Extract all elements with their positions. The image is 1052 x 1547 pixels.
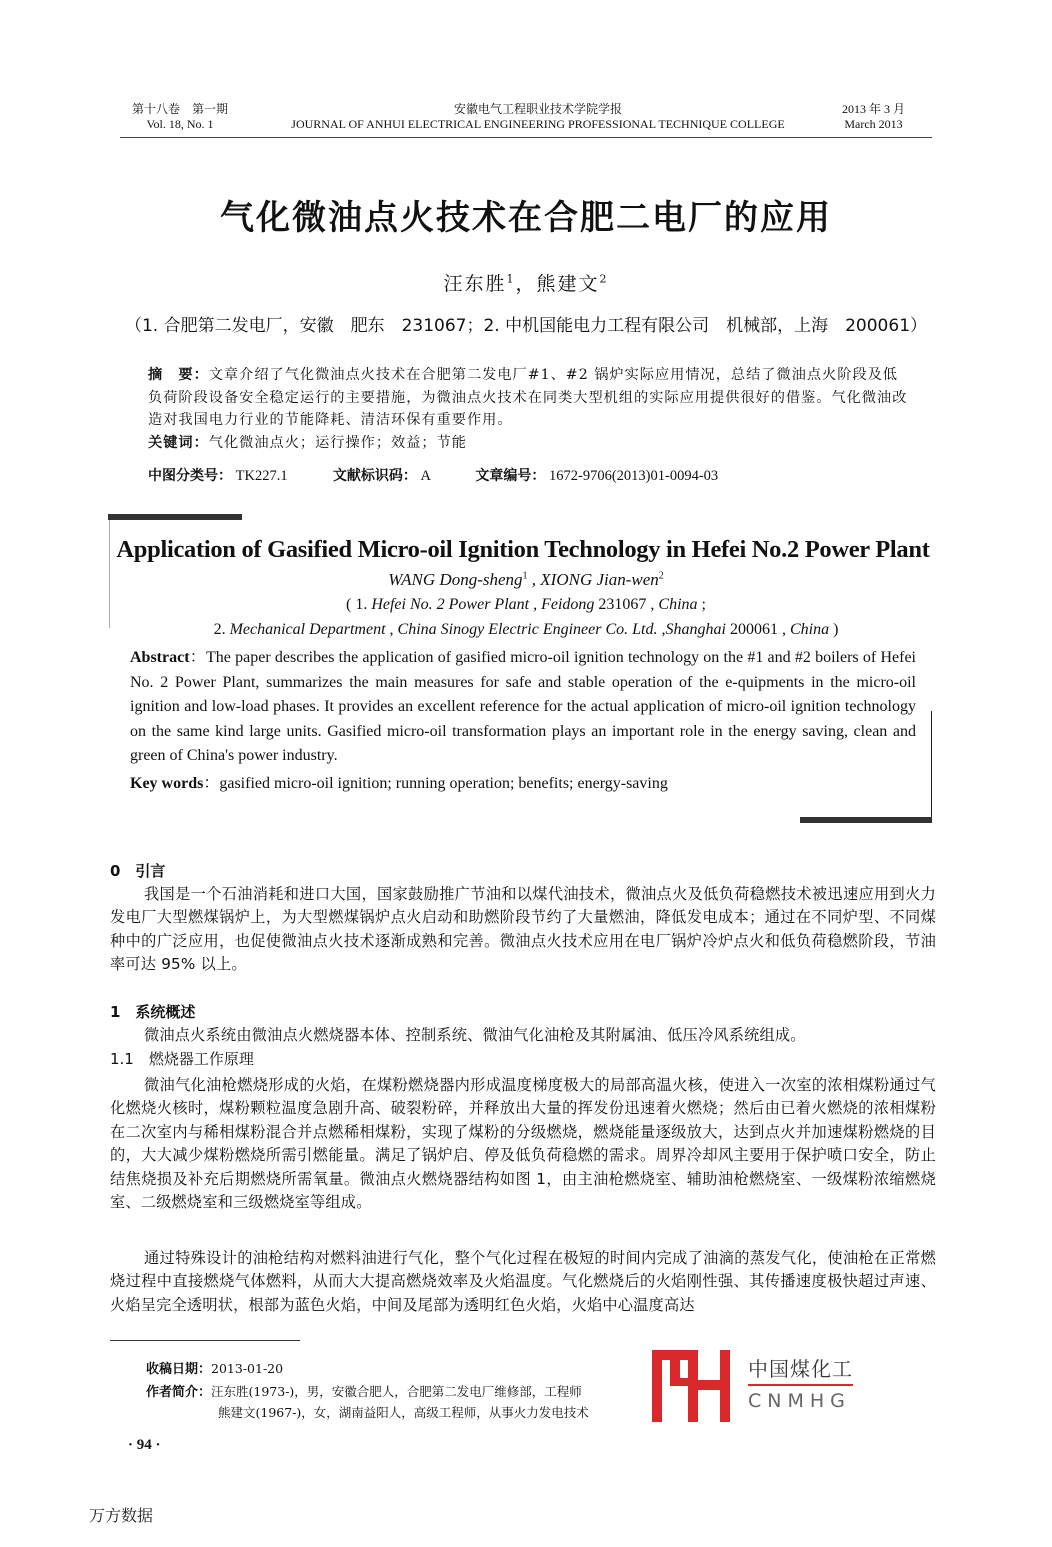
author-separator: ， [515,273,537,295]
clc-label: 中图分类号： [148,468,232,484]
keywords-en-colon: ： [203,775,220,792]
footnote-received [146,1358,283,1380]
authors-zh [0,269,1052,296]
author-zh-1: 汪东胜 [443,273,507,295]
footnote-divider [110,1340,300,1341]
bio-label: 作者简介： [146,1385,212,1400]
affil-en-2-dept: Mechanical Department [229,621,386,638]
affil-en-1-org: Hefei No. 2 Power Plant [371,596,530,613]
keywords-en-text: gasified micro-oil ignition; running operation; benefits; energy-saving [219,775,668,792]
header-date [842,102,905,132]
article-no-label: 文章编号： [475,468,546,484]
header-volume-en: Vol. 18, No. 1 [146,117,214,131]
header-volume-zh: 第十八卷 第一期 [132,102,229,116]
box-right-line [931,711,932,821]
affiliation-en-1 [0,596,1052,614]
classification-line [148,465,928,485]
paper-title-zh: 气化微油点火技术在合肥二电厂的应用 [220,198,832,238]
author-zh-2-sup: 2 [599,272,609,286]
watermark-name-en: CNMHG [748,1390,851,1412]
affiliation-zh: （1. 合肥第二发电厂，安徽 肥东 231067；2. 中机国能电力工程有限公司 机械部，上海 200061） [124,316,928,336]
header-journal-zh: 安徽电气工程职业技术学院学报 [453,102,622,116]
affil-en-1-country: China [658,596,698,613]
affil-en-2-sep2: , [657,621,666,638]
clc-value: TK227.1 [235,468,288,484]
abstract-en [130,646,916,769]
abstract-zh [148,364,908,454]
affil-en-2-zip: 200061 , [725,621,790,638]
affil-en-1-zip: 231067 , [594,596,659,613]
affil-en-1-end: ; [697,596,706,613]
affil-en-2-city: Shanghai [665,621,726,638]
bio-author-1: 汪东胜(1973-)，男，安徽合肥人，合肥第二发电厂维修部，工程师 [211,1384,582,1399]
section-1-1-paragraph-2: 通过特殊设计的油枪结构对燃料油进行气化，整个气化过程在极短的时间内完成了油滴的蒸发气化，使油枪在正常燃烧过程中直接燃烧气体燃料，从而大大提高燃烧效率及火焰温度。气化燃烧后的火焰刚性强、其传播速度极快超过声速、火焰呈完全透明状，根部为蓝色火焰，中间及尾部为透明红色火焰，火焰中心温度高达 [110,1249,936,1314]
doc-code-label: 文献标识码： [332,468,417,484]
author-zh-1-sup: 1 [506,272,516,286]
affil-en-2-org: China Sinogy Electric Engineer Co. Ltd. [397,621,658,638]
abstract-en-label: Abstract [130,649,190,666]
header-journal [258,102,818,132]
abstract-zh-label: 摘 要： [148,367,209,383]
header-divider [120,137,932,138]
affil-en-1-sep: , [529,596,542,613]
header-date-en: March 2013 [844,117,903,131]
author-en-1: WANG Dong-sheng [388,570,523,589]
section-0-paragraph: 我国是一个石油消耗和进口大国，国家鼓励推广节油和以煤代油技术，微油点火及低负荷稳燃技术被迅速应用到火力发电厂大型燃煤锅炉上，为大型燃煤锅炉点火启动和助燃阶段节约了大量燃油，降低发电成本；通过在不同炉型、不同煤种中的广泛应用，也促使微油点火技术逐渐成熟和完善。微油点火技术应用在电厂锅炉冷炉点火和低负荷稳燃阶段，节油率可达 95% 以上。 [110,885,936,974]
bio-author-2: 熊建文(1967-)，女，湖南益阳人，高级工程师，从事火力发电技术 [218,1405,589,1420]
abstract-en-colon: ： [189,649,207,666]
section-1-paragraph: 微油点火系统由微油点火燃烧器本体、控制系统、微油气化油枪及其附属油、低压冷风系统组成。 [144,1026,806,1044]
affil-en-1-prefix: ( 1. [346,596,372,613]
cnmhg-logo-icon [652,1350,732,1422]
paper-title-en: Application of Gasified Micro-oil Ignition Technology in Hefei No.2 Power Plant [116,536,930,563]
affil-en-2-end: ) [829,621,839,638]
section-1-1-heading: 1.1 燃烧器工作原理 [110,1050,254,1068]
author-zh-2: 熊建文 [536,273,600,295]
section-1-heading: 1 系统概述 [110,1003,196,1021]
keywords-zh-label: 关键词： [148,434,209,451]
watermark-logo [652,1350,864,1422]
section-1-1-paragraph-1: 微油气化油枪燃烧形成的火焰，在煤粉燃烧器内形成温度梯度极大的局部高温火核，使进入一次室的浓相煤粉通过气化燃烧火核时，煤粉颗粒温度急剧升高、破裂粉碎，并释放出大量的挥发份迅速着火燃烧；然后由已着火燃烧的浓相煤粉在二次室内与稀相煤粉混合并点燃稀相煤粉，实现了煤粉的分级燃烧，燃烧能量逐级放大，达到点火并加速煤粉燃烧的目的，大大减少煤粉燃烧所需引燃能量。满足了锅炉启、停及低负荷稳燃的需求。周界冷却风主要用于保护喷口安全，防止结焦烧损及补充后期燃烧所需氧量。微油点火燃烧器结构如图 1，由主油枪燃烧室、辅助油枪燃烧室、一级煤粉浓缩燃烧室、二级燃烧室和三级燃烧室等组成。 [110,1076,936,1212]
author-en-1-sup: 1 [522,570,528,582]
footnote-bio [146,1381,582,1403]
affil-en-2-prefix: 2. [213,621,230,638]
page-number: · 94 · [128,1437,161,1453]
author-en-2: XIONG Jian-wen [540,570,659,589]
article-no-value: 1672-9706(2013)01-0094-03 [549,468,719,484]
affil-en-1-city: Feidong [541,596,595,613]
watermark-divider [748,1384,853,1386]
authors-en [0,570,1052,590]
received-value: 2013-01-20 [211,1361,284,1376]
box-top-bar [108,514,242,520]
footnote-bio-2 [218,1402,589,1423]
affiliation-en-2 [0,621,1052,639]
footer-source: 万方数据 [89,1506,154,1525]
affil-en-2-sep: , [385,621,398,638]
section-0-heading: 0 引言 [110,862,166,880]
box-bottom-bar [800,817,932,823]
watermark-name-zh: 中国煤化工 [748,1357,853,1381]
header-journal-en: JOURNAL OF ANHUI ELECTRICAL ENGINEERING PROFESSIONAL TECHNIQUE COLLEGE [291,117,785,131]
abstract-zh-text: 文章介绍了气化微油点火技术在合肥第二发电厂#1、#2 锅炉实际应用情况，总结了微油点火阶段及低负荷阶段设备安全稳定运行的主要措施，为微油点火技术在同类大型机组的实际应用提供很好的借鉴。气化微油改造对我国电力行业的节能降耗、清洁环保有重要作用。 [148,367,908,428]
received-label: 收稿日期： [146,1362,212,1377]
author-en-2-sup: 2 [658,570,664,582]
keywords-en [130,770,916,793]
author-en-separator: , [527,570,541,589]
header-date-zh: 2013 年 3 月 [842,102,906,116]
header-volume [132,102,228,132]
keywords-en-label: Key words [130,775,204,792]
keywords-zh-text: 气化微油点火；运行操作；效益；节能 [208,434,467,451]
affil-en-2-country: China [789,621,830,638]
abstract-en-text: The paper describes the application of gasified micro-oil ignition technology on the #1 and #2 boilers of Hefei No. 2 Power Plant, summarizes the main measures for safe and stable operation of the e-quipments in the micro-oil ignition and low-load phases. It provides an excellent reference for the actual application of micro-oil ignition technology on the same kind large units. Gasified micro-oil transformation plays an important role in the energy saving, clean and green of China's power industry. [130,649,916,765]
doc-code-value: A [420,468,431,484]
